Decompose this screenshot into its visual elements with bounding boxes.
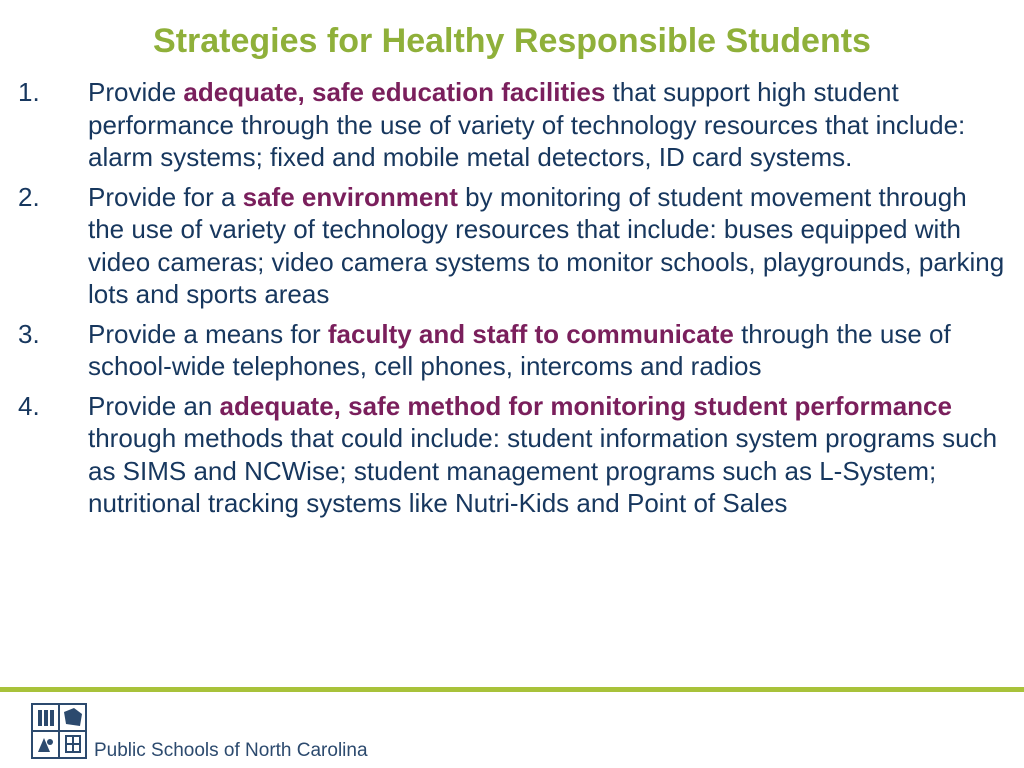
footer-divider (0, 687, 1024, 692)
item-text-rest: that support high student performance through the use of variety of technology resources that include: alarm systems; fixed and mobile metal detectors, ID card systems. (88, 77, 966, 172)
nc-public-schools-logo-icon (30, 702, 88, 760)
organization-name: Public Schools of North Carolina (94, 740, 368, 761)
item-text-lead: Provide a means for (88, 318, 328, 349)
item-text-lead: Provide for a (88, 181, 243, 212)
item-highlight: safe environment (242, 181, 458, 212)
list-item (18, 181, 1008, 311)
item-text-rest: by monitoring of student movement through the use of variety of technology resources that include: buses equipped with video cameras; video camera systems to monitor schools, playgrounds, parking lots and sports areas (88, 181, 1005, 309)
item-text-rest: through methods that could include: student information system programs such as SIMS and NCWise; student management programs such as L-System; nutritional tracking systems like Nutri-Kids and Point of Sales (88, 423, 998, 518)
item-text-lead: Provide (88, 77, 184, 107)
item-highlight: adequate, safe education facilities (183, 77, 606, 107)
item-number: 1. (18, 77, 40, 107)
footer (30, 702, 410, 762)
slide-title: Strategies for Healthy Responsible Students (153, 22, 871, 60)
item-highlight: faculty and staff to communicate (327, 318, 734, 349)
item-number: 2. (18, 181, 40, 212)
strategy-list (18, 76, 1008, 527)
list-item (18, 318, 1008, 383)
list-item (18, 390, 1008, 520)
item-highlight: adequate, safe method for monitoring student performance (219, 390, 952, 421)
list-item (18, 76, 1008, 174)
item-number: 4. (18, 390, 40, 421)
item-text-lead: Provide an (88, 390, 220, 421)
item-number: 3. (18, 318, 40, 349)
item-text-rest: through the use of school-wide telephones, cell phones, intercoms and radios (88, 318, 951, 381)
